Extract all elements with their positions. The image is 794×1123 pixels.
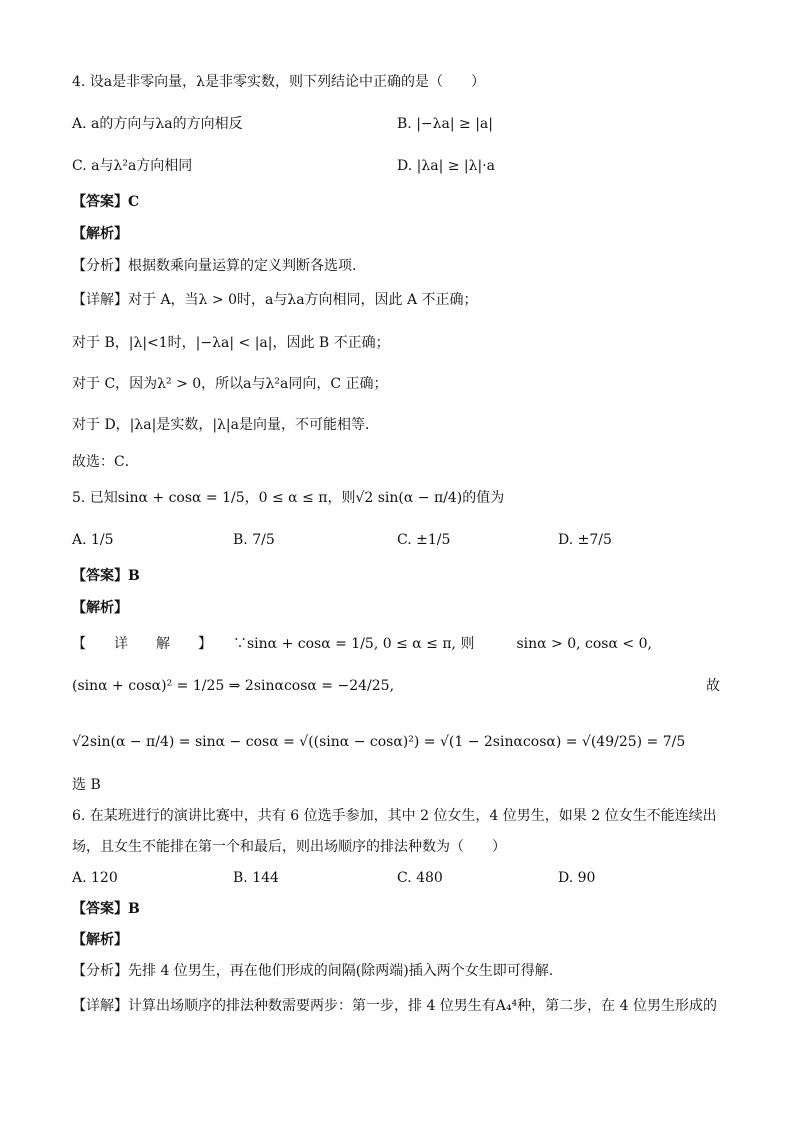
q4-option-c: C. a与λ²a方向相同 xyxy=(72,158,193,174)
q4-option-b: B. |−λa| ≥ |a| xyxy=(397,116,493,132)
q5-stem: 5. 已知sinα + cosα = 1/5，0 ≤ α ≤ π，则√2 sin(α − π/4)的值为 xyxy=(72,490,505,506)
q5-conclusion: 选 B xyxy=(72,777,101,793)
q6-stem-line-2: 场，且女生不能排在第一个和最后，则出场顺序的排法种数为（ ） xyxy=(72,839,506,855)
q4-analysis-heading: 【解析】 xyxy=(72,226,128,242)
q5-answer: 【答案】B xyxy=(72,568,140,584)
q4-stem: 4. 设a是非零向量，λ是非零实数，则下列结论中正确的是（ ） xyxy=(72,74,486,90)
q6-option-a: A. 120 xyxy=(72,870,118,886)
q6-detail: 【详解】计算出场顺序的排法种数需要两步：第一步，排 4 位男生有A₄⁴种，第二步，在 4 位男生形成的 xyxy=(72,998,717,1014)
q5-detail-1: 【 详 解 】 ∵sinα + cosα = 1/5, 0 ≤ α ≤ π, 则 sinα > 0, cosα < 0, xyxy=(72,636,652,652)
q5-detail-2-end: 故 xyxy=(706,678,720,694)
q5-option-c: C. ±1/5 xyxy=(397,532,451,548)
q4-option-a: A. a的方向与λa的方向相反 xyxy=(72,116,243,132)
q6-option-d: D. 90 xyxy=(558,870,596,886)
q4-detail: 【详解】对于 A，当λ > 0时，a与λa方向相同，因此 A 不正确； xyxy=(72,292,478,308)
q5-option-b: B. 7/5 xyxy=(233,532,275,548)
q5-detail-2: (sinα + cosα)² = 1/25 ⇒ 2sinαcosα = −24/25, xyxy=(72,678,395,694)
q4-answer: 【答案】C xyxy=(72,194,140,210)
q4-for-d: 对于 D，|λa|是实数，|λ|a是向量，不可能相等． xyxy=(72,417,379,433)
q4-analysis: 【分析】根据数乘向量运算的定义判断各选项. xyxy=(72,258,357,274)
q6-option-b: B. 144 xyxy=(233,870,279,886)
q6-analysis-heading: 【解析】 xyxy=(72,932,128,948)
q5-detail-3: √2sin(α − π/4) = sinα − cosα = √((sinα − cosα)²) = √(1 − 2sinαcosα) = √(49/25) = 7/5 xyxy=(72,734,686,750)
q4-for-c: 对于 C，因为λ² > 0，所以a与λ²a同向，C 正确； xyxy=(72,376,388,392)
q5-analysis-heading: 【解析】 xyxy=(72,600,128,616)
q5-option-d: D. ±7/5 xyxy=(558,532,612,548)
q6-stem-line-1: 6. 在某班进行的演讲比赛中，共有 6 位选手参加，其中 2 位女生，4 位男生，如果 2 位女生不能连续出 xyxy=(72,808,717,824)
q5-option-a: A. 1/5 xyxy=(72,532,114,548)
q4-for-b: 对于 B，|λ|<1时，|−λa| < |a|，因此 B 不正确； xyxy=(72,335,390,351)
q6-answer: 【答案】B xyxy=(72,901,140,917)
q6-analysis: 【分析】先排 4 位男生，再在他们形成的间隔(除两端)插入两个女生即可得解. xyxy=(72,963,554,979)
q4-conclusion: 故选：C． xyxy=(72,454,139,470)
q6-option-c: C. 480 xyxy=(397,870,443,886)
q4-option-d: D. |λa| ≥ |λ|·a xyxy=(397,158,496,174)
